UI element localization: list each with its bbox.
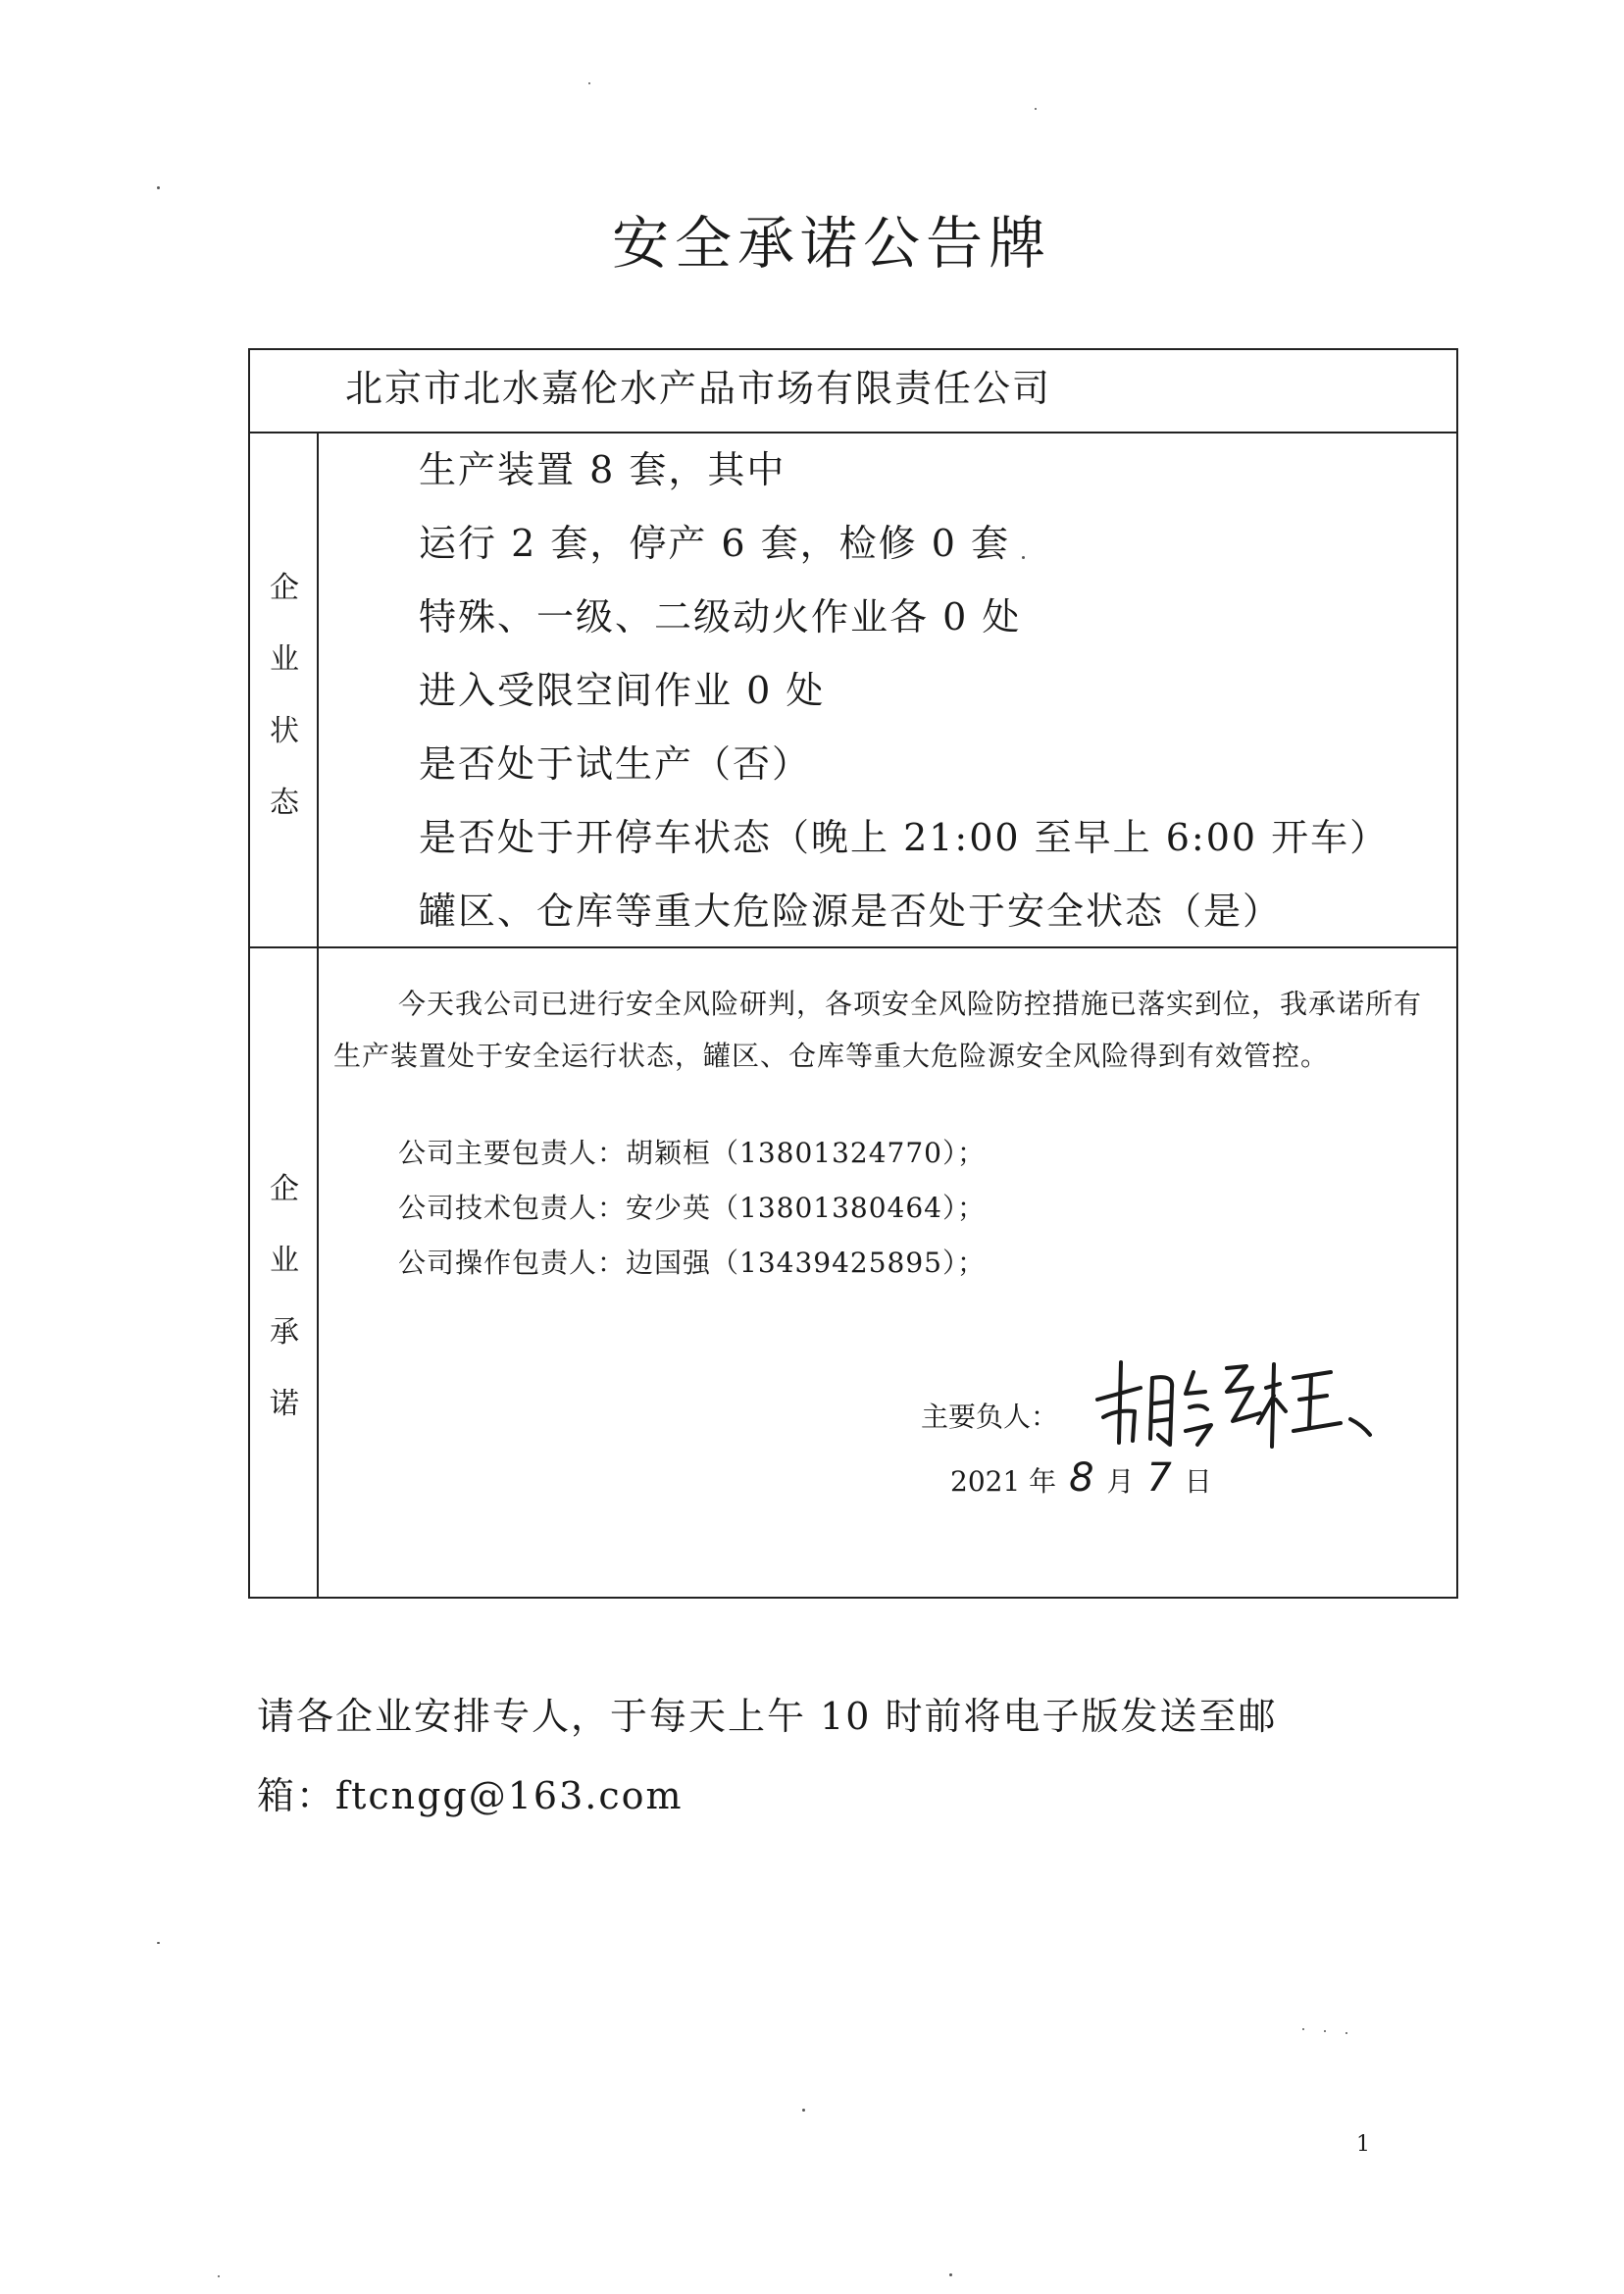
company-row [250,350,1456,433]
document-title: 安全承诺公告牌 [611,210,1051,277]
commitment-label-char: 企 [270,1172,299,1206]
date-month-unit: 月 [1106,1465,1135,1498]
status-line-trial-production: 是否处于试生产（否） [419,742,812,786]
enterprise-status-row [250,433,1456,948]
company-name: 北京市北水嘉伦水产品市场有限责任公司 [345,367,1052,410]
status-side-label [250,433,319,946]
status-label-char: 企 [270,571,299,605]
commitment-paragraph: 今天我公司已进行安全风险研判，各项安全风险防控措施已落实到位，我承诺所有生产装置处于安全运行状态，罐区、仓库等重大危险源安全风险得到有效管控。 [333,988,1423,1072]
scan-speck [1035,108,1037,110]
status-label-char: 业 [270,642,299,677]
footer-instruction: 请各企业安排专人，于每天上午 10 时前将电子版发送至邮 [257,1695,1278,1738]
date-month: 8 [1069,1455,1094,1501]
scan-speck [1022,556,1025,559]
signature-date [950,1455,1212,1502]
status-label-char: 状 [270,714,299,748]
contact-main-responsible: 公司主要包责人：胡颖桓（13801324770）； [398,1137,986,1169]
commitment-label-char: 承 [270,1315,299,1350]
commitment-label-char: 业 [270,1244,299,1278]
scan-speck [588,82,590,84]
contact-operation-responsible: 公司操作包责人：边国强（13439425895）； [398,1247,986,1279]
status-label-char: 态 [270,786,299,820]
status-line-running: 运行 2 套，停产 6 套，检修 0 套 [419,522,1011,565]
scan-speck [157,1942,160,1944]
status-line-confined-space: 进入受限空间作业 0 处 [419,669,826,712]
status-line-hot-work: 特殊、一级、二级动火作业各 0 处 [419,595,1022,638]
date-year-unit: 年 [1029,1465,1057,1498]
enterprise-commitment-row [250,948,1456,1597]
handwritten-signature [1084,1349,1378,1456]
date-day-unit: 日 [1184,1465,1212,1498]
status-line-start-stop: 是否处于开停车状态（晚上 21:00 至早上 6:00 开车） [419,816,1390,859]
scan-speck [1324,2030,1326,2032]
date-year: 2021 [950,1465,1021,1498]
scan-speck [1345,2032,1347,2034]
commitment-label-char: 诺 [270,1387,299,1421]
scan-speck [802,2109,805,2112]
page-number: 1 [1356,2132,1370,2157]
status-line-hazard-source: 罐区、仓库等重大危险源是否处于安全状态（是） [419,890,1283,933]
notice-table [248,348,1458,1599]
scan-speck [218,2275,220,2277]
date-day: 7 [1146,1455,1172,1501]
status-line-devices: 生产装置 8 套，其中 [419,448,787,491]
commitment-side-label [250,948,319,1597]
scan-speck [1302,2028,1304,2030]
scan-speck [157,186,160,189]
footer-email: 箱：ftcngg@163.com [257,1774,684,1817]
signature-label: 主要负人： [921,1401,1059,1433]
scan-speck [949,2273,952,2276]
contact-technical-responsible: 公司技术包责人：安少英（13801380464）； [398,1192,986,1224]
